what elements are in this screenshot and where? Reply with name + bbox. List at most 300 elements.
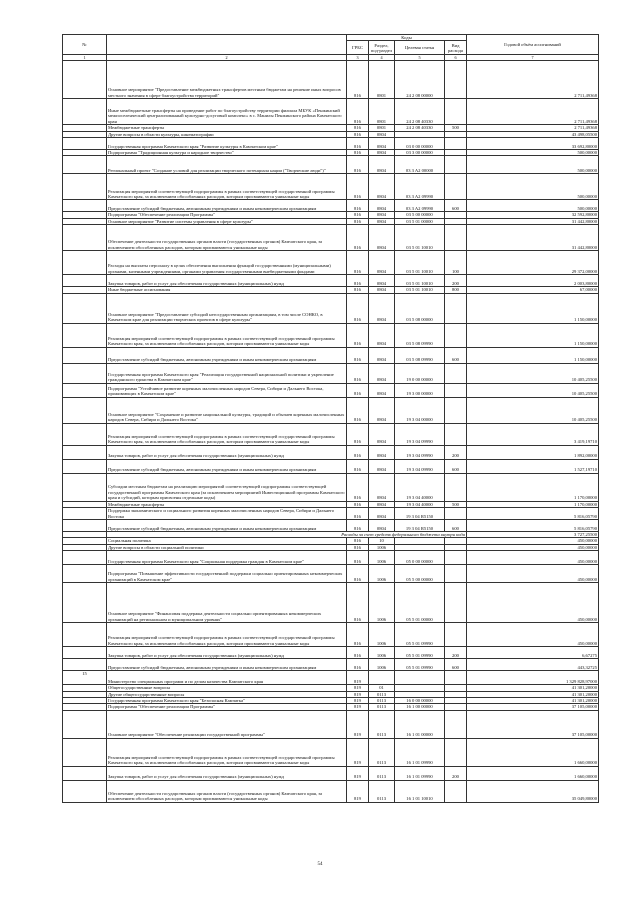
row-name: Межбюджетные трансферты	[107, 501, 347, 507]
row-name: Предоставление субсидий бюджетным, автономным учреждениям и иным некоммерческим организациям	[107, 520, 347, 532]
row-sum: 500,00000	[467, 156, 599, 174]
row-celevaya: 16 1 01 09990	[395, 766, 445, 780]
row-vid: 600	[445, 520, 467, 532]
table-row	[63, 138, 599, 150]
row-celevaya: 19 3 04 R5150	[395, 520, 445, 532]
row-grbs: 816	[347, 156, 369, 174]
row-name: Другие вопросы в области социальной политики	[107, 544, 347, 550]
row-sum: 450,00000	[467, 544, 599, 550]
row-grbs: 816	[347, 125, 369, 131]
row-celevaya: 24 2 08 40330	[395, 125, 445, 131]
row-name: Поддержка экономического и социального развития коренных малочисленных народов Севера, Сибири и Дальнего Востока	[107, 508, 347, 520]
row-grbs: 816	[347, 383, 369, 397]
row-sum: 37 105,00000	[467, 704, 599, 710]
row-sum: 450,00000	[467, 565, 599, 583]
row-number	[63, 323, 107, 347]
row-number	[63, 423, 107, 445]
row-razdel: 1006	[369, 551, 395, 565]
row-name: Реализация мероприятий соответствующей подпрограммы в рамках соответствующей государственной программы Камчатского края, за исключением обособленных расходов, которым присваиваются уникальные коды	[107, 423, 347, 445]
row-celevaya: 03 5 00 00000	[395, 212, 445, 218]
row-razdel: 0113	[369, 766, 395, 780]
row-number	[63, 225, 107, 251]
row-sum: 5 816,05790	[467, 520, 599, 532]
table-row	[63, 174, 599, 200]
row-vid	[445, 551, 467, 565]
row-vid	[445, 397, 467, 423]
row-name: Закупка товаров, работ и услуг для обеспечения государственных (муниципальных) нужд	[107, 275, 347, 287]
idx-cell: 4	[369, 55, 395, 61]
row-razdel: 0113	[369, 780, 395, 802]
row-grbs: 816	[347, 200, 369, 212]
table-row	[63, 623, 599, 647]
federal-note-sum: 3 727,25500	[467, 532, 599, 538]
row-razdel: 0804	[369, 459, 395, 473]
row-number	[63, 347, 107, 363]
row-vid	[445, 363, 467, 383]
col-grbs-header: ГРБС	[347, 41, 369, 55]
row-grbs: 816	[347, 520, 369, 532]
row-name: Подпрограмма "Устойчивое развитие коренных малочисленных народов Севера, Сибири и Дальнего Востока, проживающих в Камчатском крае"	[107, 383, 347, 397]
table-row	[63, 671, 599, 685]
row-grbs: 819	[347, 698, 369, 704]
row-number	[63, 710, 107, 738]
row-name: Другие общегосударственные вопросы	[107, 691, 347, 697]
row-grbs: 816	[347, 347, 369, 363]
row-razdel: 0804	[369, 251, 395, 275]
table-row	[63, 423, 599, 445]
row-razdel: 0804	[369, 423, 395, 445]
row-vid	[445, 383, 467, 397]
row-name: Основное мероприятие "Предоставление межбюджетных трансфертов местным бюджетам на решение иных вопросов местного значения в сфере благоустройства территорий"	[107, 61, 347, 99]
row-razdel: 1006	[369, 647, 395, 659]
table-row	[63, 61, 599, 99]
row-sum: 450,00000	[467, 538, 599, 544]
row-sum: 1 660,00000	[467, 738, 599, 766]
row-razdel: 0804	[369, 287, 395, 293]
table-row	[63, 347, 599, 363]
row-razdel: 0804	[369, 323, 395, 347]
row-name: Иные межбюджетные трансферты на проведение работ по благоустройству территории филиала МБУК «Пенжинский межпоселенческий централизованный культурно-досуговый комплекс» в с. Манилы Пенжинского района Камчатского края	[107, 99, 347, 125]
table-row	[63, 397, 599, 423]
row-celevaya: 03 5 08 00000	[395, 293, 445, 323]
row-razdel: 1006	[369, 583, 395, 623]
table-row	[63, 520, 599, 532]
row-name: Основное мероприятие "Финансовая поддержка деятельности социально ориентированных некоммерческих организаций на региональном и муниципальном уровнях"	[107, 583, 347, 623]
row-razdel	[369, 671, 395, 685]
row-number	[63, 293, 107, 323]
row-number	[63, 659, 107, 671]
row-sum: 500,00000	[467, 200, 599, 212]
row-razdel: 0801	[369, 125, 395, 131]
row-razdel: 01	[369, 685, 395, 691]
row-vid: 200	[445, 647, 467, 659]
row-celevaya: 05 0 00 00000	[395, 551, 445, 565]
row-razdel: 0113	[369, 698, 395, 704]
budget-table	[62, 34, 599, 803]
row-name: Реализация мероприятий соответствующей подпрограммы в рамках соответствующей государственной программы Камчатского края, за исключением обособленных расходов, которым присваиваются уникальные коды	[107, 323, 347, 347]
row-grbs: 819	[347, 671, 369, 685]
row-celevaya: 05 5 01 09990	[395, 659, 445, 671]
row-name: Основное мероприятие "Развитие системы управления в сфере культуры"	[107, 218, 347, 224]
row-number	[63, 99, 107, 125]
row-grbs: 816	[347, 501, 369, 507]
row-celevaya: 19 0 00 00000	[395, 363, 445, 383]
table-row	[63, 583, 599, 623]
row-name: Реализация мероприятий соответствующей подпрограммы в рамках соответствующей государственной программы Камчатского края, за исключением обособленных расходов, которым присваиваются уникальные коды	[107, 738, 347, 766]
row-sum: 10 405,25500	[467, 363, 599, 383]
row-sum: 3 419,19710	[467, 423, 599, 445]
row-sum: 2 711,49368	[467, 61, 599, 99]
row-name: Иные бюджетные ассигнования	[107, 287, 347, 293]
table-row	[63, 565, 599, 583]
row-number	[63, 200, 107, 212]
row-sum: 450,00000	[467, 623, 599, 647]
row-number	[63, 61, 107, 99]
row-grbs: 816	[347, 473, 369, 501]
row-sum: 6,67275	[467, 647, 599, 659]
row-grbs: 816	[347, 323, 369, 347]
row-number	[63, 738, 107, 766]
row-vid: 600	[445, 200, 467, 212]
page-number: 54	[317, 862, 323, 867]
row-grbs: 816	[347, 623, 369, 647]
row-razdel: 0113	[369, 691, 395, 697]
row-vid: 600	[445, 347, 467, 363]
row-grbs: 816	[347, 131, 369, 137]
row-celevaya: 16 1 00 00000	[395, 704, 445, 710]
table-body-ministry	[63, 671, 599, 803]
row-vid	[445, 323, 467, 347]
row-sum: 2 711,49368	[467, 125, 599, 131]
row-grbs: 819	[347, 704, 369, 710]
idx-cell: 3	[347, 55, 369, 61]
row-vid	[445, 225, 467, 251]
row-grbs: 816	[347, 459, 369, 473]
row-sum: 1 527,19710	[467, 459, 599, 473]
row-celevaya: 24 2 08 00000	[395, 61, 445, 99]
row-celevaya: 19 3 04 09990	[395, 423, 445, 445]
row-name: Закупка товаров, работ и услуг для обеспечения государственных (муниципальных) нужд	[107, 445, 347, 459]
row-vid: 500	[445, 501, 467, 507]
row-razdel: 0804	[369, 218, 395, 224]
row-celevaya	[395, 671, 445, 685]
row-number	[63, 275, 107, 287]
row-razdel: 0804	[369, 347, 395, 363]
row-name: Межбюджетные трансферты	[107, 125, 347, 131]
row-celevaya: 19 3 04 09990	[395, 459, 445, 473]
row-celevaya: 03 5 08 09990	[395, 347, 445, 363]
row-number	[63, 138, 107, 150]
row-sum: 43 498,05500	[467, 131, 599, 137]
row-number	[63, 647, 107, 659]
row-grbs: 816	[347, 551, 369, 565]
row-vid	[445, 423, 467, 445]
row-razdel: 0804	[369, 501, 395, 507]
row-number: 15	[63, 671, 107, 685]
table-row	[63, 710, 599, 738]
col-celevaya-header: Целевая статья	[395, 41, 445, 55]
row-celevaya: 19 3 04 40000	[395, 501, 445, 507]
row-grbs: 816	[347, 538, 369, 544]
col-total-header: Годовой объём ассигнований	[467, 35, 599, 55]
row-name: Министерство специальных программ и по делам казачества Камчатского края	[107, 671, 347, 685]
row-grbs: 816	[347, 150, 369, 156]
row-vid: 600	[445, 459, 467, 473]
row-vid	[445, 61, 467, 99]
table-row	[63, 383, 599, 397]
row-sum: 10 405,25500	[467, 383, 599, 397]
row-celevaya: 05 5 00 00000	[395, 565, 445, 583]
row-name: Обеспечение деятельности государственных органов власти (государственных органов) Камчатского края, за исключением обособленных расходов, которым присваиваются уникальные коды	[107, 225, 347, 251]
row-name: Обеспечение деятельности государственных органов власти (государственных органов) Камчатского края, за исключением обособленных расходов, которым присваиваются уникальные коды	[107, 780, 347, 802]
row-name: Предоставление субсидий бюджетным, автономным учреждениям и иным некоммерческим организациям	[107, 459, 347, 473]
row-celevaya: 03 5 01 00000	[395, 218, 445, 224]
row-celevaya: 19 3 04 09990	[395, 445, 445, 459]
row-sum: 41 301,20000	[467, 685, 599, 691]
row-number	[63, 251, 107, 275]
table-row	[63, 445, 599, 459]
row-name: Государственная программа Камчатского края "Безопасная Камчатка"	[107, 698, 347, 704]
col-name-header	[107, 35, 347, 55]
row-sum: 1 150,00000	[467, 323, 599, 347]
table-row	[63, 363, 599, 383]
row-vid	[445, 508, 467, 520]
row-celevaya: 05 5 01 09990	[395, 647, 445, 659]
row-razdel: 0804	[369, 225, 395, 251]
row-sum: 31 442,80000	[467, 218, 599, 224]
row-name: Закупка товаров, работ и услуг для обеспечения государственных (муниципальных) нужд	[107, 647, 347, 659]
row-celevaya: 03 5 01 10010	[395, 225, 445, 251]
row-celevaya: 24 2 08 40330	[395, 99, 445, 125]
row-name: Основное мероприятие "Предоставление субсидий негосударственным организациям, в том числе СОНКО, в Камчатском крае для реализации творческих проектов в сфере культуры"	[107, 293, 347, 323]
row-razdel: 0113	[369, 704, 395, 710]
row-name: Региональный проект "Создание условий для реализации творческого потенциала нации ("Творческие люди")"	[107, 156, 347, 174]
row-number	[63, 565, 107, 583]
row-celevaya: 16 1 01 09990	[395, 738, 445, 766]
row-name: Закупка товаров, работ и услуг для обеспечения государственных (муниципальных) нужд	[107, 766, 347, 780]
document-page	[62, 34, 598, 803]
row-sum: 35 049,80000	[467, 780, 599, 802]
row-grbs: 816	[347, 212, 369, 218]
idx-cell: 1	[63, 55, 107, 61]
row-name: Государственная программа Камчатского края "Развитие культуры в Камчатском крае"	[107, 138, 347, 150]
row-name: Другие вопросы в области культуры, кинематографии	[107, 131, 347, 137]
table-row	[63, 99, 599, 125]
row-name: Предоставление субсидий бюджетным, автономным учреждениям и иным некоммерческим организациям	[107, 659, 347, 671]
table-row	[63, 293, 599, 323]
idx-cell: 2	[107, 55, 347, 61]
row-grbs: 816	[347, 544, 369, 550]
row-razdel: 0804	[369, 156, 395, 174]
row-vid	[445, 99, 467, 125]
table-row	[63, 780, 599, 802]
row-grbs: 816	[347, 61, 369, 99]
row-grbs: 816	[347, 99, 369, 125]
row-vid: 800	[445, 287, 467, 293]
row-sum: 29 372,00000	[467, 251, 599, 275]
row-razdel: 0804	[369, 397, 395, 423]
row-grbs: 816	[347, 174, 369, 200]
row-celevaya: 05 5 01 00000	[395, 583, 445, 623]
row-sum: 500,00000	[467, 150, 599, 156]
row-name: Социальная политика	[107, 538, 347, 544]
table-row	[63, 225, 599, 251]
row-name: Подпрограмма "Повышение эффективности государственной поддержки социально ориентированных некоммерческих организаций в Камчатском крае"	[107, 565, 347, 583]
row-celevaya: 19 3 04 R5150	[395, 508, 445, 520]
row-vid	[445, 138, 467, 150]
row-sum: 67,00000	[467, 287, 599, 293]
row-sum: 41 301,20000	[467, 698, 599, 704]
row-razdel: 0804	[369, 293, 395, 323]
row-name: Основное мероприятие "Сохранение и развитие национальной культуры, традиций и обычаев коренных малочисленных народов Севера, Сибири и Дальнего Востока"	[107, 397, 347, 423]
federal-note-text: Расходы за счет средств федерального бюджета внутри кода	[107, 532, 467, 538]
row-sum: 5 816,05790	[467, 508, 599, 520]
row-sum: 1 329 828,97000	[467, 671, 599, 685]
row-celevaya: 16 1 01 00000	[395, 710, 445, 738]
row-grbs: 816	[347, 287, 369, 293]
row-razdel: 0804	[369, 200, 395, 212]
table-body-culture	[63, 61, 599, 532]
row-number	[63, 551, 107, 565]
row-sum: 37 105,00000	[467, 710, 599, 738]
row-grbs: 819	[347, 685, 369, 691]
row-grbs: 816	[347, 397, 369, 423]
row-razdel: 0804	[369, 445, 395, 459]
row-sum: 2 711,49368	[467, 99, 599, 125]
table-row	[63, 275, 599, 287]
row-number	[63, 623, 107, 647]
row-razdel: 0804	[369, 138, 395, 150]
row-celevaya: 03 5 01 10010	[395, 287, 445, 293]
table-row	[63, 200, 599, 212]
row-celevaya: 05 5 01 09990	[395, 623, 445, 647]
row-number	[63, 174, 107, 200]
row-grbs: 816	[347, 363, 369, 383]
row-sum: 443,32725	[467, 659, 599, 671]
row-grbs: 816	[347, 251, 369, 275]
row-vid: 200	[445, 445, 467, 459]
row-razdel: 0804	[369, 174, 395, 200]
row-vid	[445, 174, 467, 200]
row-razdel: 1006	[369, 659, 395, 671]
row-sum: 450,00000	[467, 583, 599, 623]
row-sum: 1 170,00000	[467, 501, 599, 507]
row-name: Государственная программа Камчатского края "Реализация государственной национальной политики и укрепление гражданского единства в Камчатском крае"	[107, 363, 347, 383]
row-name: Субсидии местным бюджетам на реализацию мероприятий соответствующей подпрограммы соответствующей государственной программы Камчатского края (за исключением мероприятий Инвестиционной программы Камчатского края и субсидий, которым присвоены отдельные коды)	[107, 473, 347, 501]
table-row	[63, 508, 599, 520]
row-name: Подпрограмма "Обеспечение реализации Программы"	[107, 212, 347, 218]
row-sum: 1 892,00000	[467, 445, 599, 459]
row-sum: 33 692,80000	[467, 138, 599, 150]
row-vid	[445, 293, 467, 323]
row-razdel: 0804	[369, 508, 395, 520]
row-grbs: 816	[347, 565, 369, 583]
row-sum: 450,00000	[467, 551, 599, 565]
row-name: Реализация мероприятий соответствующей подпрограммы в рамках соответствующей государственной программы Камчатского края, за исключением обособленных расходов, которым присваиваются уникальные коды	[107, 623, 347, 647]
row-number	[63, 583, 107, 623]
row-celevaya: 16 0 00 00000	[395, 698, 445, 704]
row-celevaya: 03 5 01 10010	[395, 251, 445, 275]
row-grbs: 816	[347, 218, 369, 224]
row-number	[63, 156, 107, 174]
row-razdel: 1006	[369, 623, 395, 647]
row-grbs: 816	[347, 508, 369, 520]
row-name: Государственная программа Камчатского края "Социальная поддержка граждан в Камчатском крае"	[107, 551, 347, 565]
table-row	[63, 323, 599, 347]
row-grbs: 816	[347, 659, 369, 671]
row-sum: 31 442,80000	[467, 225, 599, 251]
row-razdel: 0804	[369, 212, 395, 218]
row-vid	[445, 565, 467, 583]
row-number	[63, 445, 107, 459]
row-name: Реализация мероприятий соответствующей подпрограммы в рамках соответствующей государственной программы Камчатского края, за исключением обособленных расходов, которым присваиваются уникальные коды	[107, 174, 347, 200]
row-razdel: 0804	[369, 383, 395, 397]
row-celevaya: 03 3 A2 09990	[395, 200, 445, 212]
row-name: Подпрограмма "Традиционная культура и народное творчество"	[107, 150, 347, 156]
row-vid	[445, 156, 467, 174]
row-razdel: 0801	[369, 61, 395, 99]
row-vid: 200	[445, 275, 467, 287]
table-row	[63, 251, 599, 275]
row-number	[63, 363, 107, 383]
row-grbs: 816	[347, 275, 369, 287]
row-number	[63, 383, 107, 397]
col-num-header: №	[63, 35, 107, 55]
row-grbs: 816	[347, 445, 369, 459]
row-sum: 1 150,00000	[467, 293, 599, 323]
row-grbs: 816	[347, 293, 369, 323]
row-grbs: 816	[347, 225, 369, 251]
row-vid: 100	[445, 251, 467, 275]
row-razdel: 1006	[369, 565, 395, 583]
idx-cell: 7	[467, 55, 599, 61]
row-grbs: 816	[347, 583, 369, 623]
row-vid	[445, 738, 467, 766]
row-vid	[445, 623, 467, 647]
header-row-top	[63, 35, 599, 41]
row-grbs: 819	[347, 780, 369, 802]
row-grbs: 819	[347, 710, 369, 738]
row-razdel: 1006	[369, 544, 395, 550]
idx-cell: 5	[395, 55, 445, 61]
row-grbs: 816	[347, 138, 369, 150]
row-number	[63, 520, 107, 532]
codes-group-header: Коды	[347, 35, 467, 41]
table-row	[63, 473, 599, 501]
row-sum: 2 003,80000	[467, 275, 599, 287]
table-row	[63, 647, 599, 659]
row-number	[63, 780, 107, 802]
row-number	[63, 459, 107, 473]
row-celevaya: 03 5 08 09990	[395, 323, 445, 347]
row-sum: 1 660,00000	[467, 766, 599, 780]
row-razdel: 0804	[369, 473, 395, 501]
row-vid	[445, 583, 467, 623]
row-celevaya: 03 3 00 00000	[395, 150, 445, 156]
row-razdel: 0804	[369, 131, 395, 137]
row-sum: 32 592,80000	[467, 212, 599, 218]
row-sum: 41 301,20000	[467, 691, 599, 697]
table-row	[63, 156, 599, 174]
row-sum: 1 170,00000	[467, 473, 599, 501]
row-grbs: 819	[347, 738, 369, 766]
row-grbs: 816	[347, 423, 369, 445]
row-razdel: 10	[369, 538, 395, 544]
table-row	[63, 738, 599, 766]
row-number	[63, 508, 107, 520]
row-number	[63, 766, 107, 780]
row-vid: 200	[445, 766, 467, 780]
